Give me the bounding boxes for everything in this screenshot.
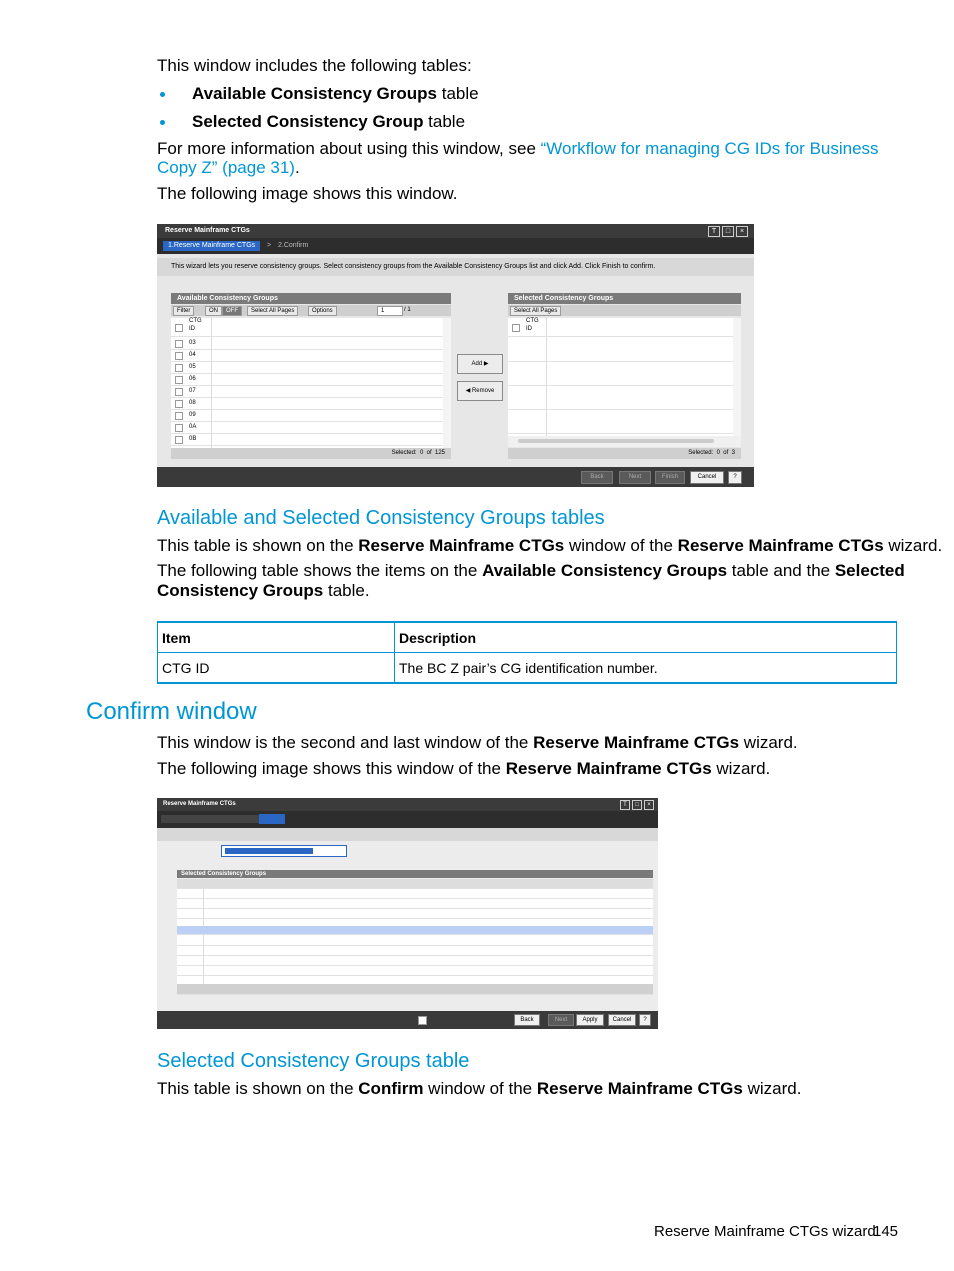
breadcrumb [157,811,658,828]
para-bold: Consistency Groups [157,581,324,600]
remove-button[interactable]: ◀ Remove [457,381,503,401]
options-button[interactable]: Options [308,306,337,316]
workflow-link-page[interactable]: Copy Z” (page 31) [157,158,295,177]
remove-button-label: Remove [471,388,495,394]
description-cell: The BC Z pair’s CG identification number. [395,653,897,684]
breadcrumb-step-2: 2.Confirm [278,242,309,249]
para-bold: Selected [834,561,905,580]
para-bold: Reserve Mainframe CTGs [677,536,884,555]
table-row [508,350,733,362]
ctg-col-header: CTG [189,318,202,324]
table-row [177,956,653,966]
bullet-item [192,112,465,132]
item-description-table [157,621,897,684]
pin-icon[interactable]: T [620,800,630,810]
para-bold: Available Consistency Groups [482,561,728,580]
grid-status [177,984,653,995]
ctg-id: 0A [189,424,197,430]
window-title: Reserve Mainframe CTGs [157,224,754,238]
confirm-wizard-screenshot [157,798,658,1029]
row-checkbox[interactable] [175,364,183,372]
table-row[interactable] [171,386,443,398]
bullet-bold: Selected Consistency Group [192,112,424,131]
section2-para1 [157,1079,801,1099]
ctg-col-header-2: ID [526,326,532,332]
available-status [171,448,451,459]
finish-button[interactable]: Finish [655,471,685,484]
table-row-selected [177,926,653,935]
para-text: This table is shown on the [157,1079,359,1098]
cancel-button[interactable]: Cancel [608,1014,636,1026]
table-row [177,966,653,976]
ctg-id: 06 [189,376,196,382]
bullet-icon [160,120,165,125]
selected-header-row [508,318,733,337]
section1-para2-cont [157,581,370,601]
section1-para2 [157,561,905,581]
confirm-para1 [157,733,798,753]
select-all-checkbox[interactable] [512,324,520,332]
wizard-footer [157,1011,658,1029]
para-text: window of the [423,1079,537,1098]
close-icon[interactable]: × [736,226,748,237]
para-text: wizard. [739,733,798,752]
page-number: 145 [873,1223,899,1240]
select-all-checkbox[interactable] [175,324,183,332]
wizard-footer [157,467,754,487]
table-row [508,374,733,386]
breadcrumb-sep: > [267,242,272,249]
section1-para1 [157,536,942,556]
selected-groups-header: Selected Consistency Groups [177,870,653,878]
row-checkbox[interactable] [175,340,183,348]
task-name-input[interactable] [221,845,347,857]
pin-icon[interactable]: T [708,226,720,237]
maximize-icon[interactable]: □ [632,800,642,810]
row-checkbox[interactable] [175,424,183,432]
para-text: The following image shows this window of the [157,759,506,778]
table-row[interactable] [171,374,443,386]
row-checkbox[interactable] [175,400,183,408]
para-text: The following table shows the items on the [157,561,483,580]
ctg-id: 09 [189,412,196,418]
ctg-id: 05 [189,364,196,370]
bullet-rest: table [437,84,479,103]
table-row [158,653,897,684]
table-row[interactable] [171,422,443,434]
status-total: 125 [434,450,445,456]
row-checkbox[interactable] [175,352,183,360]
selected-status [508,448,741,459]
table-header-row [158,622,897,653]
para-bold: Reserve Mainframe CTGs [505,759,712,778]
add-button-label: Add [471,361,483,367]
image-caption: The following image shows this window. [157,184,458,203]
bullet-item [192,84,479,104]
footer-title: Reserve Mainframe CTGs wizard [654,1223,876,1240]
more-info-text-2 [157,158,300,178]
row-checkbox[interactable] [175,436,183,444]
status-of: of [426,450,432,456]
table-row[interactable] [171,350,443,362]
page-total: / 1 [404,307,411,313]
table-row [177,889,653,899]
wizard-instruction [157,828,658,841]
para-text: This window is the second and last window of the [157,733,534,752]
selected-hscrollbar[interactable] [508,436,741,447]
status-count: 0 [419,450,424,456]
para-text: wizard. [883,536,943,555]
para-text: table. [323,581,370,600]
apply-button[interactable]: Apply [576,1014,604,1026]
row-checkbox[interactable] [175,388,183,396]
status-label: Selected: [391,450,417,456]
maximize-icon[interactable]: □ [722,226,734,237]
filter-on-button[interactable]: ON [205,306,222,316]
selected-header: Selected Consistency Groups [508,293,741,304]
section-heading-available: Available and Selected Consistency Groups tables [157,507,605,529]
table-row[interactable] [171,362,443,374]
bullet-rest: table [423,112,466,131]
more-info-suffix: . [294,158,300,177]
page-input[interactable]: 1 [377,306,403,316]
bullet-icon [160,92,165,97]
window-title: Reserve Mainframe CTGs [157,798,658,811]
status-total: 3 [731,450,735,456]
ctg-col-header-2: ID [189,326,195,332]
para-text: table and the [727,561,835,580]
ctg-id: 08 [189,400,196,406]
confirm-para2 [157,759,770,779]
filter-off-button[interactable]: OFF [222,306,242,316]
status-count: 0 [716,450,720,456]
available-scrollbar[interactable] [443,318,451,448]
available-header-row [171,318,443,337]
selected-groups-grid [177,879,653,995]
table-row [508,398,733,410]
bullet-bold: Available Consistency Groups [192,84,437,103]
table-row [177,899,653,909]
selected-grid [508,318,733,436]
status-label: Selected: [688,450,714,456]
more-info-text [157,139,879,159]
table-row [177,936,653,946]
select-all-pages-button[interactable]: Select All Pages [510,306,561,316]
row-checkbox[interactable] [175,376,183,384]
para-bold: Confirm [358,1079,424,1098]
select-all-pages-button[interactable]: Select All Pages [247,306,298,316]
workflow-link[interactable]: “Workflow for managing CG IDs for Business [540,139,879,158]
available-grid [171,318,443,448]
ctg-id: 03 [189,340,196,346]
intro-text: This window includes the following tables: [157,56,472,75]
para-bold: Reserve Mainframe CTGs [533,733,740,752]
breadcrumb-step-1: 1.Reserve Mainframe CTGs [163,241,260,251]
para-text: wizard. [711,759,771,778]
add-button[interactable]: Add ▶ [457,354,503,374]
available-header: Available Consistency Groups [171,293,451,304]
table-row [177,946,653,956]
breadcrumb [157,238,754,254]
next-button[interactable]: Next [548,1014,574,1026]
grid-header-row [177,879,653,889]
para-text: wizard. [742,1079,802,1098]
status-of: of [723,450,729,456]
confirm-window-heading: Confirm window [86,698,257,725]
ctg-id: 07 [189,388,196,394]
para-text: This table is shown on the [157,536,359,555]
selected-toolbar [508,305,741,316]
more-info-prefix: For more information about using this window, see [157,139,541,158]
table-row[interactable] [171,398,443,410]
table-row[interactable] [171,410,443,422]
header-description: Description [395,622,897,653]
help-button[interactable]: ? [728,471,742,484]
filter-button[interactable]: Filter [173,306,194,316]
close-icon[interactable]: × [644,800,654,810]
table-row[interactable] [171,338,443,350]
go-to-tasks-checkbox[interactable] [418,1016,427,1025]
table-row [508,422,733,434]
table-row[interactable] [171,434,443,446]
para-bold: Reserve Mainframe CTGs [536,1079,743,1098]
item-cell: CTG ID [158,653,395,684]
ctg-id: 04 [189,352,196,358]
help-button[interactable]: ? [639,1014,651,1026]
section-heading-selected: Selected Consistency Groups table [157,1050,470,1072]
back-button[interactable]: Back [581,471,613,484]
next-button[interactable]: Next [619,471,651,484]
para-bold: Reserve Mainframe CTGs [358,536,565,555]
ctg-col-header: CTG [526,318,539,324]
row-checkbox[interactable] [175,412,183,420]
selected-scrollbar[interactable] [733,318,741,436]
reserve-wizard-screenshot [157,224,754,487]
table-row [177,909,653,919]
back-button[interactable]: Back [514,1014,540,1026]
wizard-instruction: This wizard lets you reserve consistency groups. Select consistency groups from the Available Consistency Groups list and click Add. Click Finish to confirm. [157,258,754,276]
available-toolbar [171,305,451,316]
cancel-button[interactable]: Cancel [690,471,724,484]
ctg-id: 0B [189,436,197,442]
para-text: window of the [564,536,678,555]
header-item: Item [158,622,395,653]
